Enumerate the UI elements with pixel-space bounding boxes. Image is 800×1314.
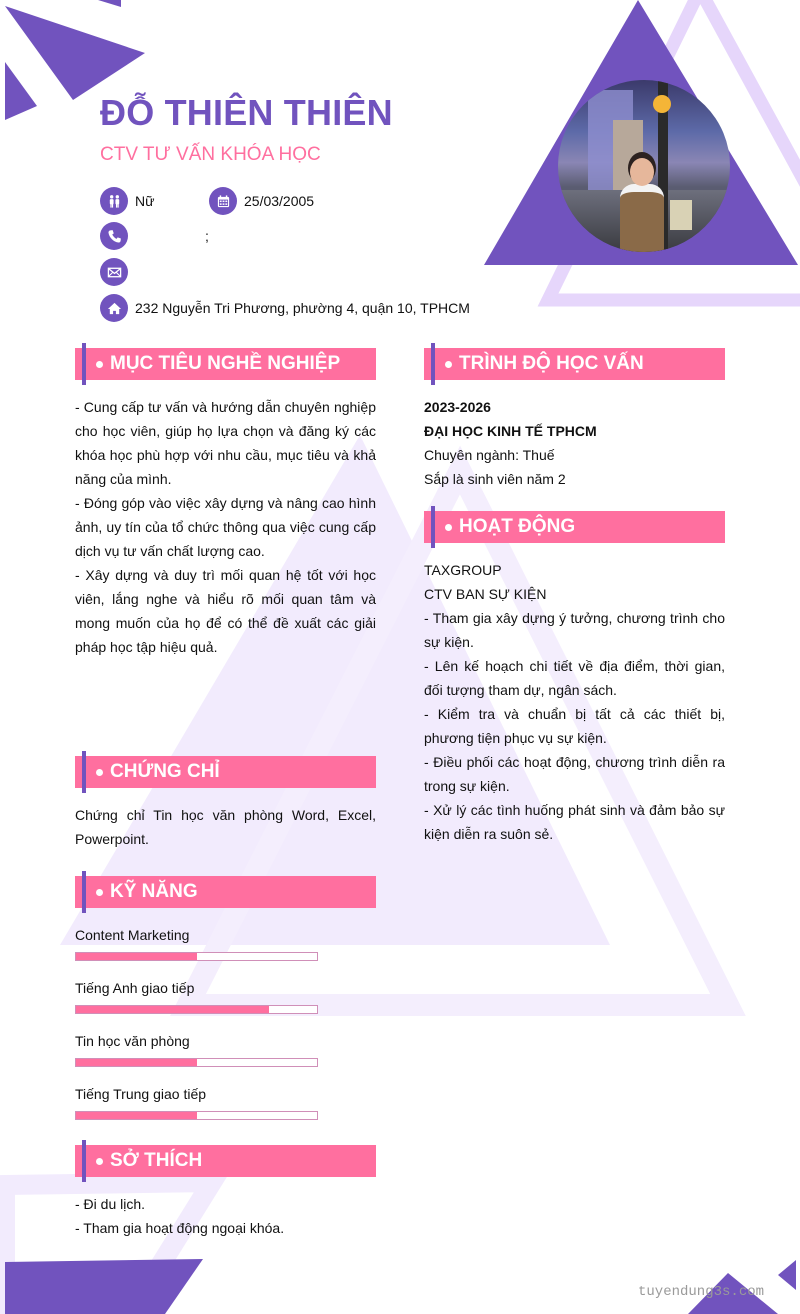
- header-accent-bar: [431, 506, 435, 548]
- skill-label: Tin học văn phòng: [75, 1033, 190, 1049]
- section-title: SỞ THÍCH: [110, 1150, 203, 1171]
- section-title: HOẠT ĐỘNG: [459, 516, 576, 537]
- header-accent-bar: [82, 1140, 86, 1182]
- section-education-header: [424, 348, 725, 380]
- section-title: CHỨNG CHỈ: [110, 761, 220, 782]
- section-skills-header: [75, 876, 376, 908]
- activity-organization: TAXGROUP: [424, 562, 502, 578]
- skill-label: Tiếng Trung giao tiếp: [75, 1086, 207, 1102]
- skill-item: [75, 1031, 318, 1067]
- address-value: 232 Nguyễn Tri Phương, phường 4, quận 10, TPHCM: [135, 300, 470, 316]
- gender-value: Nữ: [135, 193, 155, 209]
- phone-value: ;: [205, 228, 209, 244]
- section-objective-header: [75, 348, 376, 380]
- activities-content: [424, 558, 725, 846]
- objective-line: - Đóng góp vào việc xây dựng và nâng cao hình ảnh, uy tín của tổ chức thông qua việc cung cấp dịch vụ tư vấn chất lượng cao.: [75, 495, 376, 559]
- education-note: Sắp là sinh viên năm 2: [424, 471, 566, 487]
- candidate-name: ĐỖ THIÊN THIÊN: [100, 92, 393, 133]
- section-title: TRÌNH ĐỘ HỌC VẤN: [459, 353, 644, 374]
- certificates-content: [75, 803, 376, 851]
- activity-line: - Điều phối các hoạt động, chương trình diễn ra trong sự kiện.: [424, 754, 725, 794]
- birthday-row: [209, 187, 314, 215]
- watermark: tuyendung3s.com: [638, 1284, 765, 1300]
- gender-row: [100, 187, 154, 215]
- header-accent-bar: [82, 343, 86, 385]
- skill-label: Tiếng Anh giao tiếp: [75, 980, 195, 996]
- skill-fill: [76, 1112, 197, 1119]
- skill-item: [75, 925, 318, 961]
- skill-fill: [76, 953, 197, 960]
- bullet-dot-icon: [96, 361, 103, 368]
- skill-bar: [75, 1058, 318, 1067]
- home-icon: [100, 294, 128, 322]
- bullet-dot-icon: [96, 769, 103, 776]
- gender-icon: [100, 187, 128, 215]
- activity-line: - Tham gia xây dựng ý tưởng, chương trình cho sự kiện.: [424, 610, 725, 650]
- section-title: KỸ NĂNG: [110, 881, 198, 902]
- avatar: [558, 80, 730, 252]
- hobbies-content: [75, 1192, 376, 1240]
- education-content: [424, 395, 725, 491]
- header-accent-bar: [82, 751, 86, 793]
- bullet-dot-icon: [445, 361, 452, 368]
- mail-icon: [100, 258, 128, 286]
- address-row: [100, 294, 470, 322]
- activity-line: - Lên kế hoạch chi tiết về địa điểm, thời gian, đối tượng tham dự, ngân sách.: [424, 658, 725, 698]
- activity-line: - Xử lý các tình huống phát sinh và đảm bảo sự kiện diễn ra suôn sẻ.: [424, 802, 725, 842]
- objective-content: [75, 395, 376, 659]
- birthday-value: 25/03/2005: [244, 193, 315, 209]
- skill-label: Content Marketing: [75, 927, 190, 943]
- objective-line: - Cung cấp tư vấn và hướng dẫn chuyên nghiệp cho học viên, giúp họ lựa chọn và đăng ký các khóa học phù hợp với nhu cầu, mục tiêu và khả năng của mình.: [75, 399, 376, 487]
- section-certificates-header: [75, 756, 376, 788]
- skill-bar: [75, 952, 318, 961]
- phone-icon: [100, 222, 128, 250]
- objective-line: - Xây dựng và duy trì mối quan hệ tốt với học viên, lắng nghe và hiểu rõ mối quan tâm và mong muốn của họ để có thể đề xuất các giải pháp học tập hiệu quả.: [75, 567, 376, 655]
- header-accent-bar: [82, 871, 86, 913]
- education-period: 2023-2026: [424, 399, 491, 415]
- bullet-dot-icon: [96, 1158, 103, 1165]
- phone-row: [100, 222, 209, 250]
- skill-fill: [76, 1006, 269, 1013]
- education-major: Chuyên ngành: Thuế: [424, 447, 555, 463]
- activity-line: - Kiểm tra và chuẩn bị tất cả các thiết bị, phương tiện phục vụ sự kiện.: [424, 706, 725, 746]
- activity-role: CTV BAN SỰ KIỆN: [424, 586, 547, 602]
- hobby-line: - Đi du lịch.: [75, 1196, 146, 1212]
- bullet-dot-icon: [96, 889, 103, 896]
- email-row: [100, 258, 135, 286]
- section-activities-header: [424, 511, 725, 543]
- skill-item: [75, 978, 318, 1014]
- header-accent-bar: [431, 343, 435, 385]
- section-hobbies-header: [75, 1145, 376, 1177]
- section-title: MỤC TIÊU NGHỀ NGHIỆP: [110, 353, 341, 374]
- hobby-line: - Tham gia hoạt động ngoại khóa.: [75, 1220, 285, 1236]
- education-school: ĐẠI HỌC KINH TẾ TPHCM: [424, 423, 597, 439]
- skill-fill: [76, 1059, 197, 1066]
- skill-bar: [75, 1111, 318, 1120]
- certificate-text: Chứng chỉ Tin học văn phòng Word, Excel, Powerpoint.: [75, 807, 376, 847]
- skill-item: [75, 1084, 318, 1120]
- skill-bar: [75, 1005, 318, 1014]
- calendar-icon: [209, 187, 237, 215]
- bullet-dot-icon: [445, 524, 452, 531]
- candidate-position: CTV TƯ VẤN KHÓA HỌC: [100, 144, 321, 165]
